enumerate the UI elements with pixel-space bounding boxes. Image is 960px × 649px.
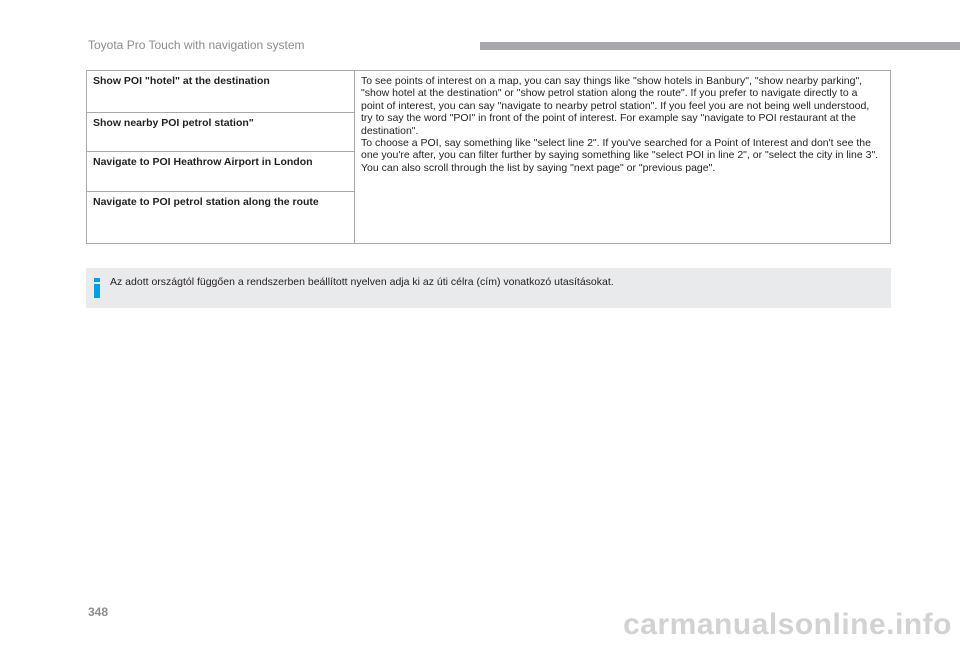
document-header-title: Toyota Pro Touch with navigation system — [88, 38, 305, 52]
command-cell: Navigate to POI Heathrow Airport in London — [87, 152, 354, 192]
watermark: carmanualsonline.info — [623, 608, 952, 641]
note-text: Az adott országtól függően a rendszerben beállított nyelven adja ki az úti célra (cím) vonatkozó utasításokat. — [110, 276, 614, 288]
description-cell — [355, 71, 890, 174]
command-cell: Navigate to POI petrol station along the route — [93, 196, 319, 208]
command-cell: Show POI "hotel" at the destination — [87, 71, 354, 113]
command-cell: Show nearby POI petrol station" — [87, 113, 354, 152]
description-paragraph: To see points of interest on a map, you can say things like "show hotels in Banbury", "show nearby parking", "show hotel at the destination" or "show petrol station along the route". If you prefer to navigate directly to a point of interest, you can say "navigate to nearby petrol station". If you feel you are not being well understood, try to say the word "POI" in front of the point of interest. For example say "navigate to POI restaurant at the destination". — [361, 75, 870, 137]
header-bar — [480, 42, 960, 50]
info-note — [86, 268, 891, 308]
voice-command-table — [86, 70, 891, 244]
page-number: 348 — [88, 605, 109, 619]
info-icon — [94, 278, 100, 298]
command-column — [87, 71, 355, 243]
description-paragraph: To choose a POI, say something like "select line 2". If you've searched for a Point of Interest and don't see the one you're after, you can filter further by saying something like "select POI in line 2", or "select the city in line 3". You can also scroll through the list by saying "next page" or "previous page". — [361, 137, 879, 174]
